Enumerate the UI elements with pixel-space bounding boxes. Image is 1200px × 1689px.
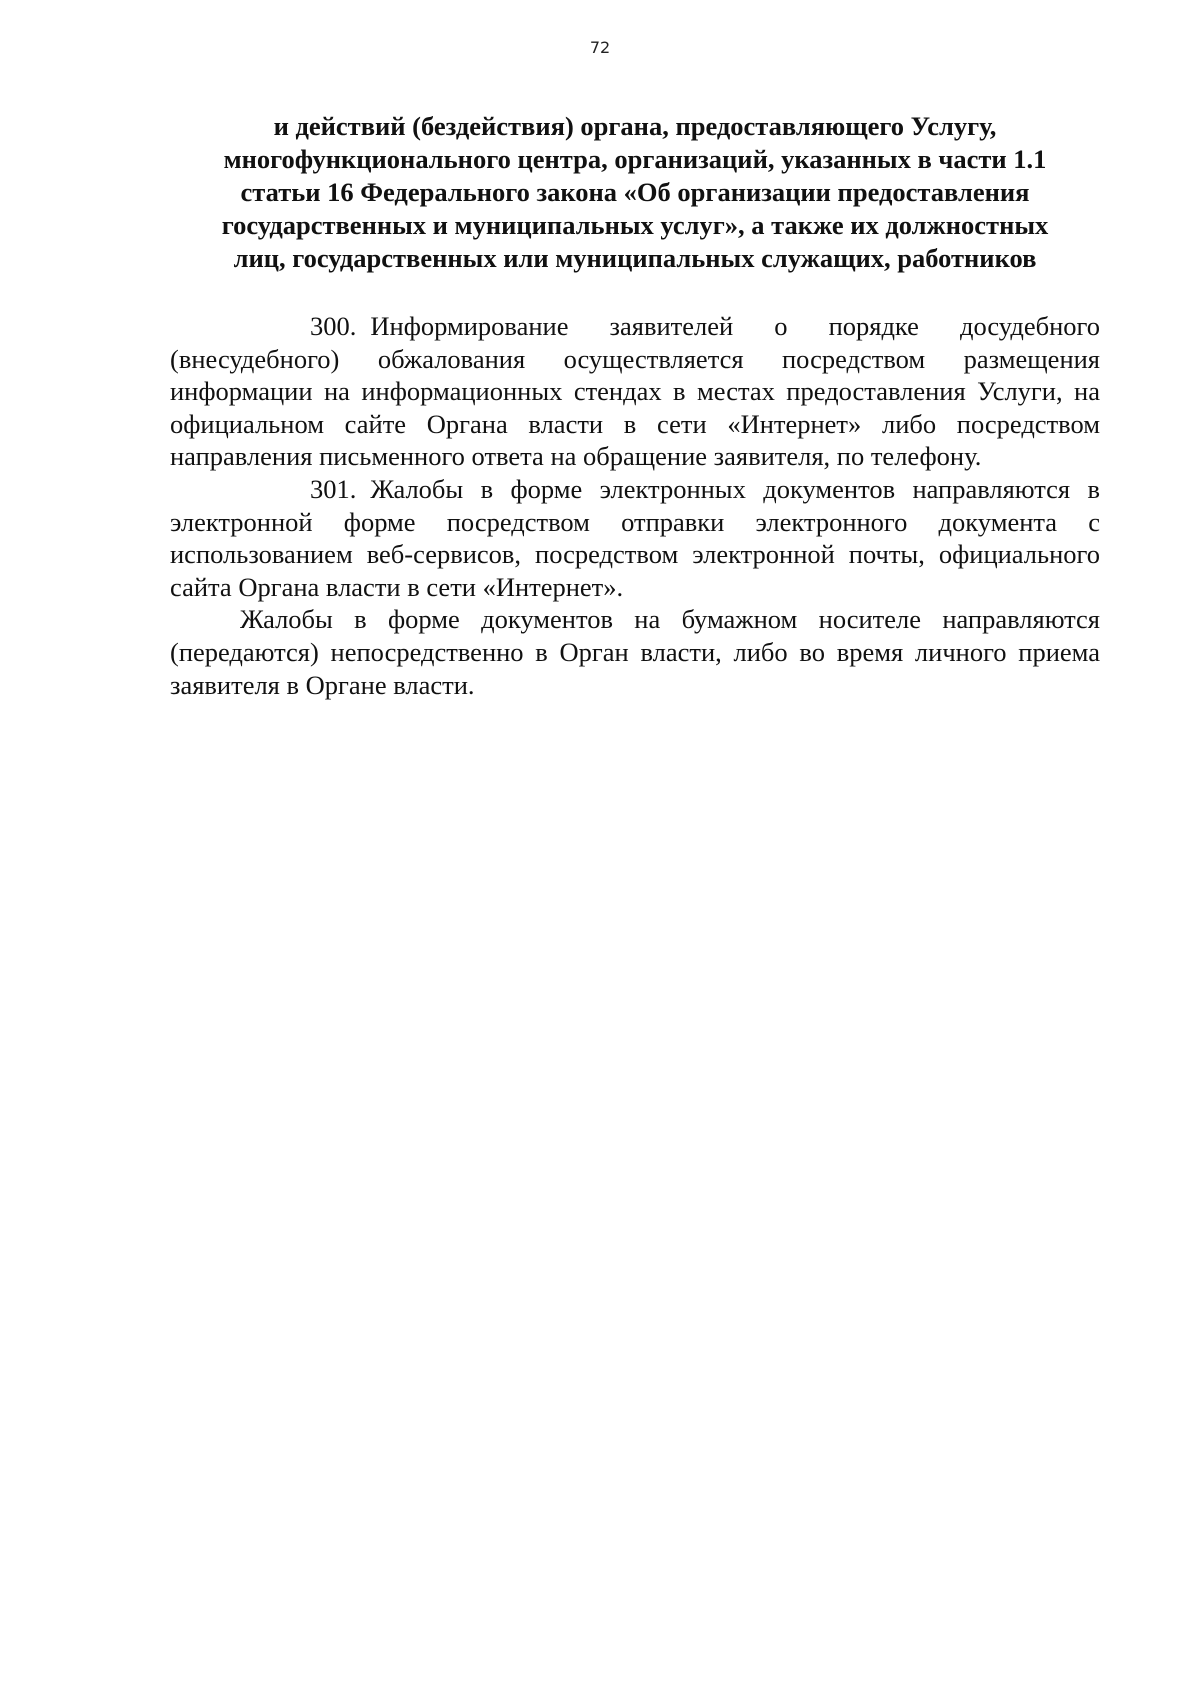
- heading-line: и действий (бездействия) органа, предоставляющего Услугу,: [273, 111, 997, 141]
- paragraph-text: Информирование заявителей о порядке досудебного (внесудебного) обжалования осуществляется посредством размещения информации на информационных стендах в местах предоставления Услуги, на официальном сайте Органа власти в сети «Интернет» либо посредством направления письменного ответа на обращение заявителя, по телефону.: [170, 311, 1100, 472]
- heading-line: государственных и муниципальных услуг», а также их должностных: [221, 210, 1049, 240]
- heading-line: многофункционального центра, организаций, указанных в части 1.1: [223, 144, 1047, 174]
- paragraph-300: [170, 310, 1100, 473]
- paragraph-301: [170, 473, 1100, 603]
- heading-line: статьи 16 Федерального закона «Об организации предоставления: [240, 177, 1030, 207]
- page-number: 72: [589, 38, 611, 57]
- section-heading: [170, 110, 1100, 275]
- paragraph-text: Жалобы в форме документов на бумажном носителе направляются (передаются) непосредственно в Орган власти, либо во время личного приема заявителя в Органе власти.: [170, 604, 1100, 700]
- heading-line: лиц, государственных или муниципальных служащих, работников: [233, 243, 1037, 273]
- body-text: [170, 310, 1100, 701]
- paragraph-text: Жалобы в форме электронных документов направляются в электронной форме посредством отправки электронного документа с использованием веб-сервисов, посредством электронной почты, официального сайта Органа власти в сети «Интернет».: [170, 473, 1100, 602]
- paragraph-number: 300.: [310, 311, 357, 341]
- paragraph-continuation: [170, 603, 1100, 701]
- paragraph-number: 301.: [310, 473, 357, 504]
